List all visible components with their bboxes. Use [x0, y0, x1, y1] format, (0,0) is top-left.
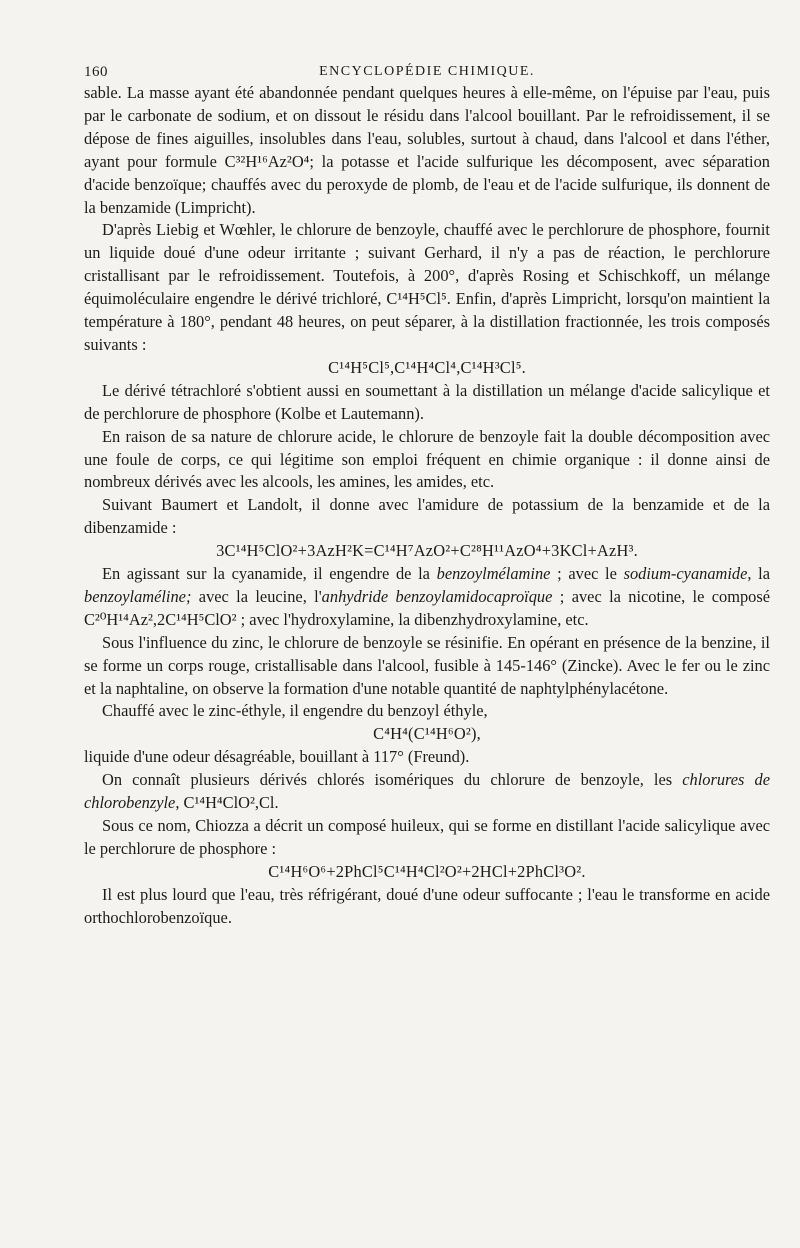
paragraph-2: D'après Liebig et Wœhler, le chlorure de benzoyle, chauffé avec le perchlorure de phosphore, fournit un liquide doué d'une odeur irritante ; suivant Gerhard, il n'y a pas de réaction, le perchlorure cristallisant par le refroidissement. Toutefois, à 200°, d'après Rosing et Schischkoff, un mélange équimoléculaire engendre le dérivé trichloré, C¹⁴H⁵Cl⁵. Enfin, d'après Limpricht, lorsqu'on maintient la température à 180°, pendant 48 heures, on peut séparer, à la distillation fractionnée, les trois composés suivants : — [84, 220, 770, 354]
paragraph-11: Sous ce nom, Chiozza a décrit un composé huileux, qui se forme en distillant l'acide salicylique avec le perchlorure de phosphore : — [84, 816, 770, 858]
page-header — [84, 56, 770, 82]
page-number: 160 — [84, 64, 108, 80]
paragraph-7: Sous l'influence du zinc, le chlorure de benzoyle se résinifie. En opérant en présence de la benzine, il se forme un corps rouge, cristallisable dans l'alcool, fusible à 145-146° (Zincke). Avec le fer ou le zinc et la naphtaline, on observe la formation d'une notable quantité de naphtylphénylacétone. — [84, 632, 770, 698]
p6-term-benzoylmelamine: benzoylmélamine — [436, 564, 551, 584]
p6-text-d: avec la leucine, l' — [191, 586, 322, 606]
formula-1: C¹⁴H⁵Cl⁵,C¹⁴H⁴Cl⁴,C¹⁴H³Cl⁵. — [328, 357, 526, 377]
p6-term-anhydride: anhydride benzoylamidocaproïque — [321, 586, 553, 606]
paragraph-6 — [84, 563, 770, 632]
paragraph-12: Il est plus lourd que l'eau, très réfrigérant, doué d'une odeur suffocante ; l'eau le transforme en acide orthochlorobenzoïque. — [84, 884, 770, 927]
paragraph-3: Le dérivé tétrachloré s'obtient aussi en soumettant à la distillation un mélange d'acide salicylique et de perchlorure de phosphore (Kolbe et Lautemann). — [84, 380, 770, 423]
p6-term-benzoylameline: benzoylaméline; — [84, 586, 192, 606]
p10-text-b: , C¹⁴H⁴ClO²,Cl. — [175, 793, 279, 813]
p6-term-sodium-cyanamide: sodium-cyanamide — [623, 564, 748, 584]
p6-text-b: ; avec le — [550, 564, 624, 584]
paragraph-9: liquide d'une odeur désagréable, bouillant à 117° (Freund). — [84, 747, 470, 767]
formula-4: C¹⁴H⁶O⁶+2PhCl⁵C¹⁴H⁴Cl²O²+2HCl+2PhCl³O². — [268, 861, 586, 881]
paragraph-10 — [84, 769, 770, 815]
page-body — [84, 82, 770, 930]
paragraph-4: En raison de sa nature de chlorure acide, le chlorure de benzoyle fait la double décomposition avec une foule de corps, ce qui légitime son emploi fréquent en chimie organique : il donne ainsi de nombreux dérivés avec les alcools, les amines, les amides, etc. — [84, 426, 770, 492]
paragraph-5: Suivant Baumert et Landolt, il donne avec l'amidure de potassium de la benzamide et de la dibenzamide : — [84, 495, 770, 538]
running-title: ENCYCLOPÉDIE CHIMIQUE. — [319, 64, 535, 79]
p6-text-c: , la — [747, 564, 771, 584]
p6-text-a: En agissant sur la cyanamide, il engendre de la — [102, 564, 437, 584]
p6-text-e: ; avec la nicotine, le composé C²⁰H¹⁴Az²,2C¹⁴H⁵ClO² ; avec l'hydroxylamine, la dibenzhydroxylamine, etc. — [84, 586, 771, 629]
p10-term-chlorures: chlorures de chlorobenzyle — [84, 770, 770, 813]
paragraph-8: Chauffé avec le zinc-éthyle, il engendre du benzoyl éthyle, — [102, 701, 488, 721]
formula-2: 3C¹⁴H⁵ClO²+3AzH²K=C¹⁴H⁷AzO²+C²⁸H¹¹AzO⁴+3KCl+AzH³. — [216, 541, 638, 561]
p10-text-a: On connaît plusieurs dérivés chlorés isomériques du chlorure de benzoyle, les — [102, 770, 683, 790]
formula-3: C⁴H⁴(C¹⁴H⁶O²), — [373, 724, 481, 744]
paragraph-1: sable. La masse ayant été abandonnée pendant quelques heures à elle-même, on l'épuise par l'eau, puis par le carbonate de sodium, et on dissout le résidu dans l'alcool bouillant. Par le refroidissement, il se dépose de fines aiguilles, insolubles dans l'eau, solubles, surtout à chaud, dans l'alcool et dans l'éther, ayant pour formule C³²H¹⁶Az²O⁴; la potasse et l'acide sulfurique les décomposent, avec séparation d'acide benzoïque; chauffés avec du peroxyde de plomb, de l'eau et de l'acide sulfurique, ils donnent de la benzamide (Limpricht). — [84, 83, 770, 217]
